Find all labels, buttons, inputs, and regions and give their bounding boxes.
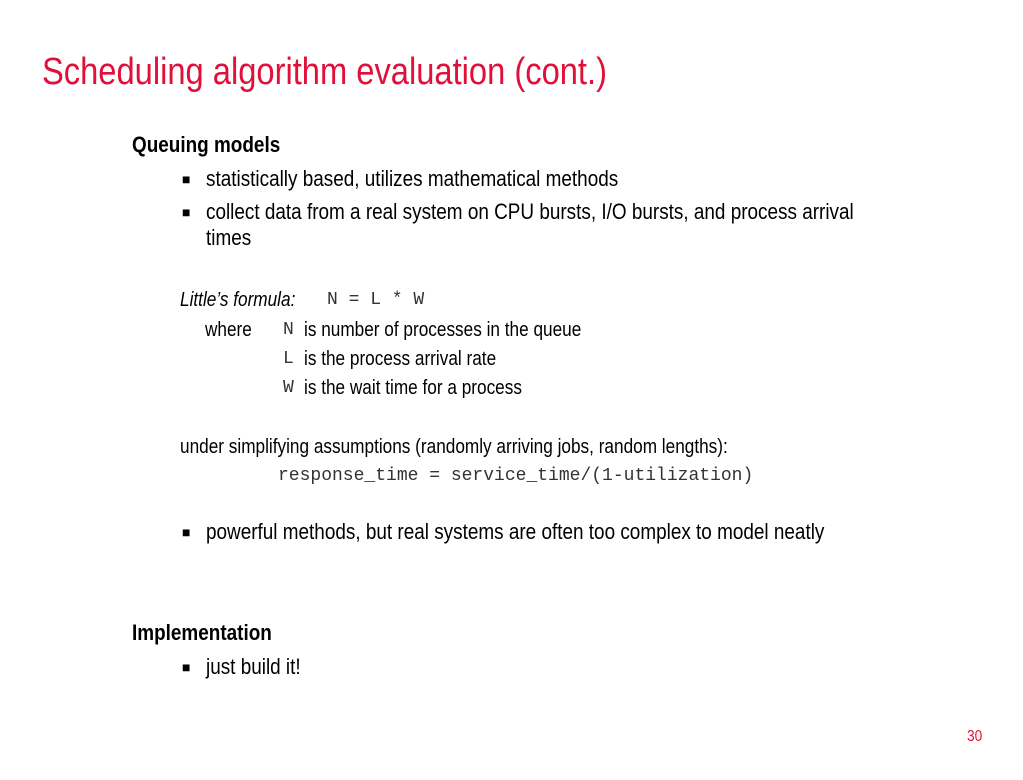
- var-description-text: is number of processes in the queue: [304, 319, 582, 341]
- var-description-text: is the wait time for a process: [304, 377, 522, 399]
- where-label: [205, 318, 259, 342]
- square-bullet-icon: ■: [182, 204, 191, 220]
- var-symbol: N: [283, 320, 294, 340]
- queuing-heading-text: Queuing models: [132, 132, 281, 157]
- where-label-text: where: [205, 319, 252, 341]
- section-heading-implementation: [132, 620, 295, 646]
- var-description: [304, 376, 557, 400]
- bullet-text: just build it!: [206, 654, 301, 679]
- section-heading-queuing: [132, 132, 304, 158]
- response-time-formula: response_time = service_time/(1-utilization): [278, 466, 754, 486]
- bullet-text: powerful methods, but real systems are often too complex to model neatly: [206, 519, 825, 544]
- square-bullet-icon: ■: [182, 524, 191, 540]
- assumptions-text: [180, 435, 817, 459]
- littles-formula: N = L * W: [327, 290, 425, 310]
- bullet-text-continuation: times: [206, 225, 252, 250]
- var-symbol: L: [283, 349, 294, 369]
- var-description: [304, 347, 527, 371]
- implementation-heading-text: Implementation: [132, 620, 272, 645]
- page-number-text: 30: [967, 728, 983, 745]
- littles-formula-line: [180, 288, 314, 312]
- bullet-text: statistically based, utilizes mathematical methods: [206, 166, 619, 191]
- var-symbol: W: [283, 378, 294, 398]
- assumptions-text-content: under simplifying assumptions (randomly arriving jobs, random lengths):: [180, 436, 728, 458]
- square-bullet-icon: ■: [182, 171, 191, 187]
- littles-formula-label: Little’s formula:: [180, 289, 296, 311]
- bullet-text: collect data from a real system on CPU bursts, I/O bursts, and process arrival: [206, 199, 854, 224]
- slide-title: Scheduling algorithm evaluation (cont.): [42, 51, 607, 93]
- square-bullet-icon: ■: [182, 659, 191, 675]
- var-description: [304, 318, 626, 342]
- page-number: [967, 728, 985, 746]
- var-description-text: is the process arrival rate: [304, 348, 497, 370]
